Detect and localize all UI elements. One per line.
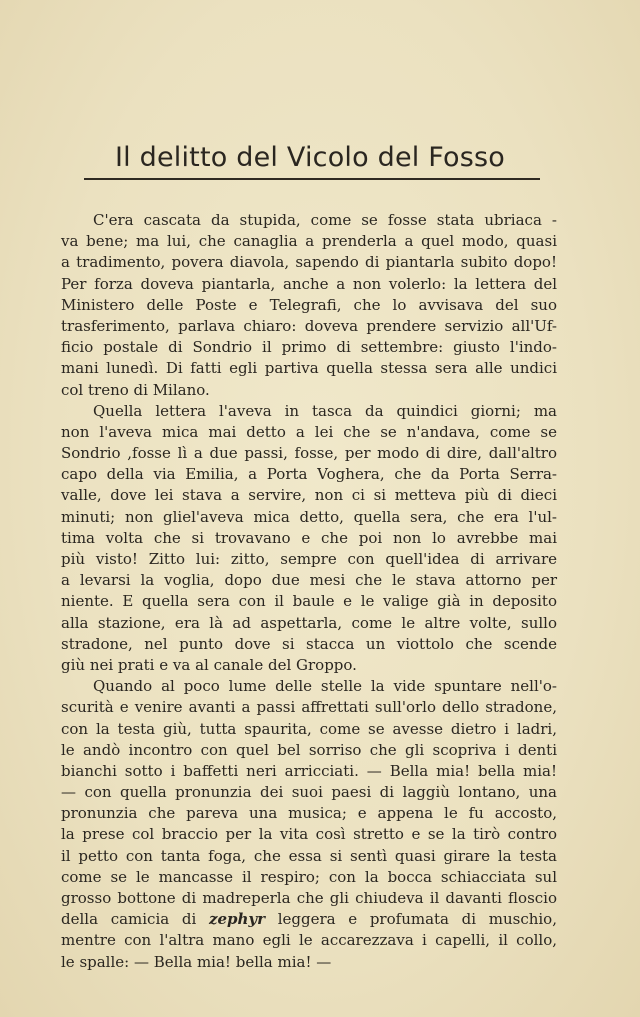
text-line: Sondrio ,fosse lì a due passi, fosse, per modo di dire, dall'altro bbox=[61, 444, 557, 463]
text-line: capo della via Emilia, a Porta Voghera, che da Porta Serra- bbox=[61, 465, 557, 484]
chapter-title: Il delitto del Vicolo del Fosso bbox=[114, 142, 506, 173]
text-line: stradone, nel punto dove si stacca un viottolo che scende bbox=[61, 634, 557, 653]
text-line: con la testa giù, tutta spaurita, come se avesse dietro i ladri, bbox=[61, 719, 557, 738]
line-segment: della camicia di bbox=[61, 910, 209, 929]
text-line: — con quella pronunzia dei suoi paesi di laggiù lontano, una bbox=[61, 783, 557, 802]
text-line: valle, dove lei stava a servire, non ci si metteva più di dieci bbox=[61, 486, 557, 505]
text-line: non l'aveva mica mai detto a lei che se n'andava, come se bbox=[61, 422, 557, 441]
text-line: bianchi sotto i baffetti neri arricciati. — Bella mia! bella mia! bbox=[61, 761, 557, 780]
text-line: Ministero delle Poste e Telegrafi, che lo avvisava del suo bbox=[61, 295, 557, 314]
text-line: le andò incontro con quel bel sorriso che gli scopriva i denti bbox=[61, 740, 557, 759]
text-line: Per forza doveva piantarla, anche a non volerlo: la lettera del bbox=[61, 274, 557, 293]
text-line: mani lunedì. Di fatti egli partiva quella stessa sera alle undici bbox=[61, 359, 557, 378]
italic-word: zephyr bbox=[208, 910, 266, 929]
text-line: grosso bottone di madreperla che gli chiudeva il davanti floscio bbox=[61, 889, 557, 907]
text-line: più visto! Zitto lui: zitto, sempre con quell'idea di arrivare bbox=[61, 550, 557, 568]
text-line: col treno di Milano. bbox=[61, 380, 210, 399]
text-line: a tradimento, povera diavola, sapendo di piantarla subito dopo! bbox=[61, 253, 557, 272]
text-line-with-italic bbox=[61, 909, 557, 930]
text-line: giù nei prati e va al canale del Groppo. bbox=[61, 655, 357, 674]
title-underline bbox=[84, 178, 540, 180]
line-segment: leggera e profumata di muschio, bbox=[265, 910, 557, 929]
text-line: C'era cascata da stupida, come se fosse stata ubriaca - bbox=[93, 211, 557, 229]
text-line: la prese col braccio per la vita così stretto e se la tirò contro bbox=[61, 825, 557, 844]
text-line: Quella lettera l'aveva in tasca da quindici giorni; ma bbox=[93, 401, 557, 420]
text-line: minuti; non gliel'aveva mica detto, quella sera, che era l'ul- bbox=[61, 507, 557, 526]
text-line: il petto con tanta foga, che essa si sentì quasi girare la testa bbox=[61, 846, 557, 865]
text-line: Quando al poco lume delle stelle la vide spuntare nell'o- bbox=[93, 677, 557, 696]
text-line: tima volta che si trovavano e che poi non lo avrebbe mai bbox=[61, 528, 557, 547]
text-line: niente. E quella sera con il baule e le valige già in deposito bbox=[61, 592, 557, 611]
text-line: come se le mancasse il respiro; con la bocca schiacciata sul bbox=[61, 867, 557, 886]
text-line: ficio postale di Sondrio il primo di settembre: giusto l'indo- bbox=[61, 338, 557, 357]
text-line: trasferimento, parlava chiaro: doveva prendere servizio all'Uf- bbox=[61, 316, 557, 335]
text-line: le spalle: — Bella mia! bella mia! — bbox=[61, 952, 332, 971]
text-line: scurità e venire avanti a passi affrettati sull'orlo dello stradone, bbox=[61, 698, 557, 717]
text-line: mentre con l'altra mano egli le accarezzava i capelli, il collo, bbox=[61, 931, 557, 950]
chapter-body bbox=[61, 210, 557, 973]
text-line: a levarsi la voglia, dopo due mesi che le stava attorno per bbox=[61, 571, 557, 590]
text-line: alla stazione, era là ad aspettarla, come le altre volte, sullo bbox=[61, 613, 557, 632]
text-line: pronunzia che pareva una musica; e appena le fu accosto, bbox=[61, 804, 557, 823]
text-line: va bene; ma lui, che canaglia a prenderla a quel modo, quasi bbox=[61, 232, 557, 251]
